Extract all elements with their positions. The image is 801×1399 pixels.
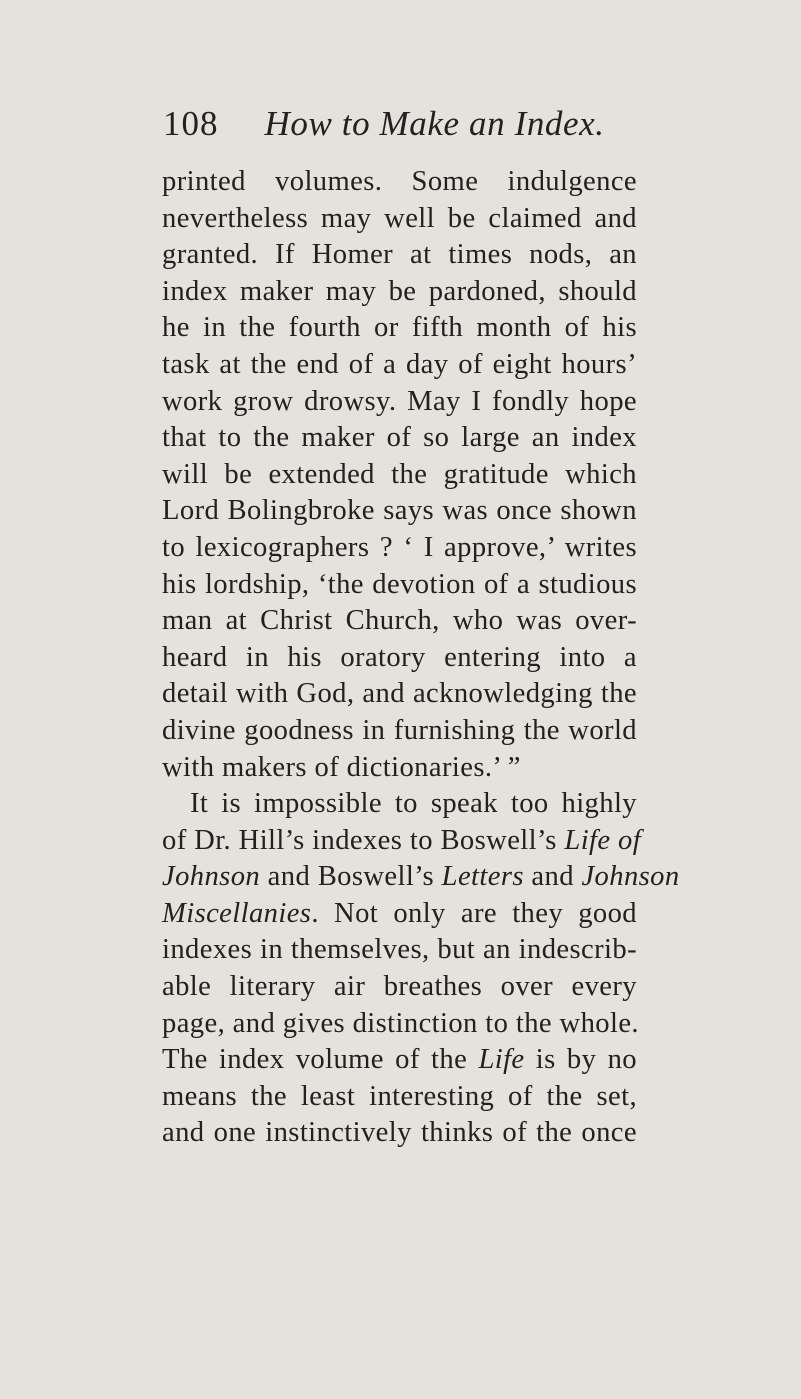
text-line: work grow drowsy. May I fondly hope [162,385,637,417]
book-title-letters: Letters [441,861,524,893]
text-line: heard in his oratory entering into a [162,641,637,673]
text-line: Miscellanies. Not only are they good [162,897,637,929]
text-line: Lord Bolingbroke says was once shown [162,495,637,527]
text-line: that to the maker of so large an index [162,422,637,454]
text-line: nevertheless may well be claimed and [162,202,637,234]
running-header [163,102,633,146]
text-line: with makers of dictionaries.’ ” [162,751,521,783]
text-line: index maker may be pardoned, should [162,275,637,307]
text-line: and one instinctively thinks of the once [162,1117,637,1149]
text-line: divine goodness in furnishing the world [162,714,637,746]
text-line: It is impossible to speak too highly [190,788,637,820]
book-title-life: Life [478,1044,525,1076]
text-line: man at Christ Church, who was over- [162,605,637,637]
text-line: indexes in themselves, but an indescrib- [162,934,637,966]
book-title-miscellanies: Miscellanies [162,897,312,929]
text-line: Johnson and Boswell’s Letters and Johnson [162,861,680,893]
book-title-johnson-2: Johnson [581,861,680,893]
text-line: page, and gives distinction to the whole. [162,1007,639,1039]
book-title-johnson: Johnson [162,861,261,893]
text-line: his lordship, ‘the devotion of a studious [162,568,637,600]
book-title-life-of: Life of [564,824,642,856]
page-number: 108 [163,104,219,143]
body-text [162,164,680,1152]
text-line: The index volume of the Life is by no [162,1044,637,1076]
text-line: detail with God, and acknowledging the [162,678,637,710]
text-line: task at the end of a day of eight hours’ [162,348,637,380]
text-line: able literary air breathes over every [162,971,637,1003]
text-line: to lexicographers ? ‘ I approve,’ writes [162,531,637,563]
text-line: of Dr. Hill’s indexes to Boswell’s Life of [162,824,642,856]
text-line: granted. If Homer at times nods, an [162,239,637,271]
text-line: will be extended the gratitude which [162,458,637,490]
text-line: he in the fourth or fifth month of his [162,312,637,344]
text-line: printed volumes. Some indulgence [162,166,637,197]
text-line: means the least interesting of the set, [162,1080,637,1112]
running-title: How to Make an Index. [264,104,605,143]
